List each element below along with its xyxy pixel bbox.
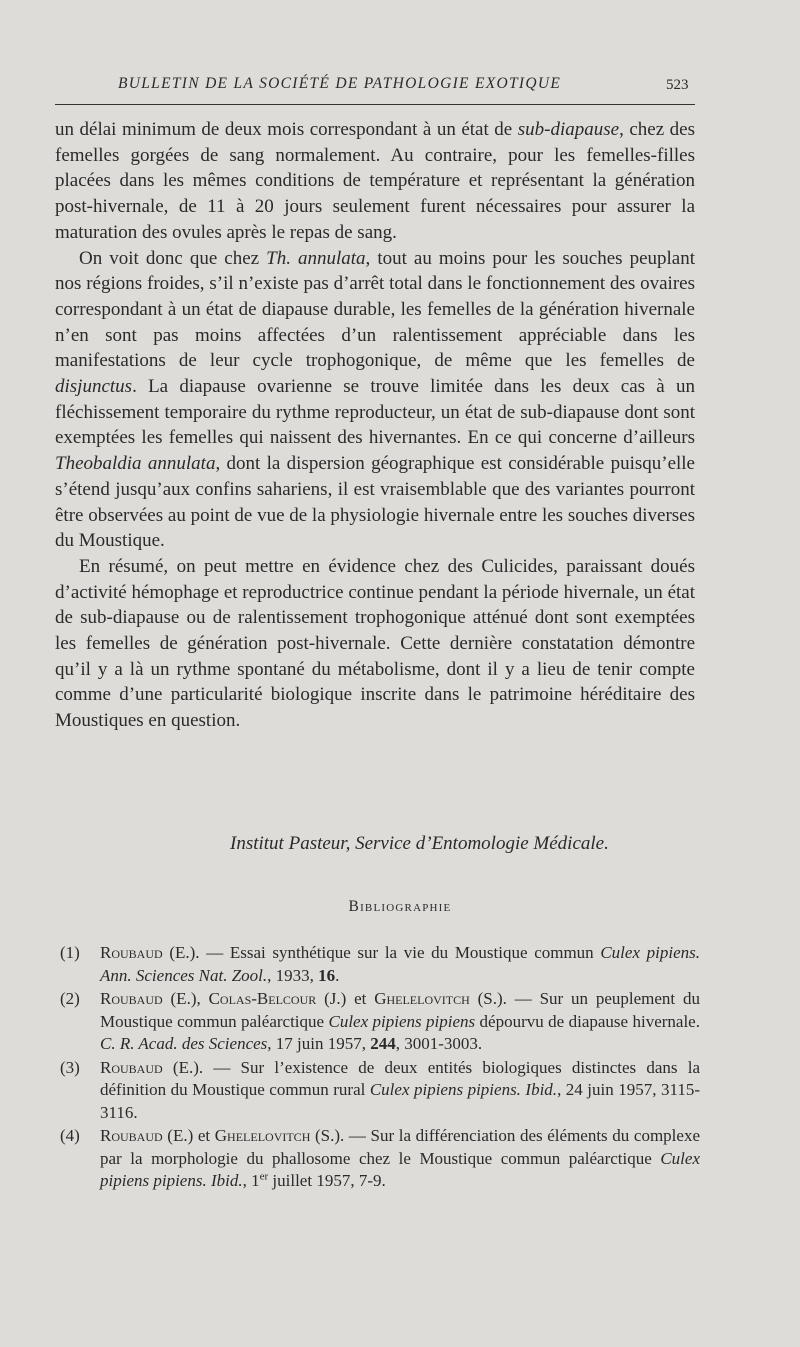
text-run: , 1 <box>242 1171 260 1190</box>
text-run: . La diapause ovarienne se trouve limitée dans les deux cas à un fléchissement temporaire du rythme reproducteur, un état de sub-diapause dont sont exemptées les femelles qui naissent des hivernantes. En ce qui concerne d’ailleurs <box>55 376 695 449</box>
article-body <box>55 117 695 734</box>
text-run: Culex pipiens pipiens. Ibid. <box>369 1080 558 1099</box>
text-run: er <box>259 1170 269 1183</box>
author-name: Roubaud <box>100 989 163 1008</box>
reference-number: (2) <box>60 989 80 1008</box>
text-run: juillet 1957, 7-9. <box>268 1171 386 1190</box>
text-run: C. R. Acad. des Sciences <box>100 1034 268 1053</box>
bibliography-entry <box>60 988 700 1056</box>
text-run: Culex pipiens. Ann. Sciences Nat. Zool. <box>100 943 701 985</box>
text-run: Culex pipiens pipiens. Ibid. <box>100 1148 700 1190</box>
text-run: dépourvu de diapause hivernale. <box>475 1011 700 1031</box>
text-run: (J.) et <box>316 989 375 1008</box>
text-run: Culex pipiens pipiens <box>328 1011 476 1031</box>
paragraph <box>55 554 695 734</box>
text-run: , dont la dispersion géographique est considérable puisqu’elle s’étend jusqu’aux confins sahariens, il est vraisemblable que des variantes pourront être observées au point de vue de la physiologie hivernale entre les souches diverses du Moustique. <box>55 453 695 552</box>
author-name: Roubaud <box>100 1126 163 1145</box>
text-run: (E.) et <box>162 1126 215 1145</box>
text-run: Theobaldia annulata <box>55 453 216 475</box>
text-run: 244 <box>370 1034 396 1053</box>
author-name: Roubaud <box>100 1057 163 1077</box>
reference-number: (3) <box>60 1057 80 1077</box>
author-name: Roubaud <box>100 943 163 962</box>
text-run: (E.). — Essai synthétique sur la vie du Moustique commun <box>162 943 601 962</box>
text-run: , chez des femelles gorgées de sang normalement. Au contraire, pour les femelles-filles placées dans les mêmes conditions de température et représentant la génération post-hivernale, de 11 à 20 jours seulement furent nécessaires pour assurer la maturation des ovules après le repas de sang. <box>55 119 695 243</box>
author-name: Ghelelovitch <box>214 1126 311 1145</box>
text-run: . <box>335 965 340 985</box>
text-run: En résumé, on peut mettre en évidence chez des Culicides, paraissant doués d’activité hémophage et reproductrice continue pendant la période hivernale, un état de sub-diapause ou de ralentissement trophogonique atténué dont sont exemptées les femelles de génération post-hivernale. Cette dernière constatation démontre qu’il y a là un rythme spontané du métabolisme, dont il y a lieu de tenir compte comme d’une particularité biologique inscrite dans le patrimoine héréditaire des Moustiques en question. <box>55 555 695 732</box>
author-name: Colas-Belcour <box>208 989 317 1008</box>
text-run: disjunctus <box>55 376 133 398</box>
reference-number: (4) <box>60 1126 80 1145</box>
text-run: , 24 juin 1957, 3115-3116. <box>100 1080 700 1122</box>
text-run: (E.), <box>162 989 209 1008</box>
text-run: , 3001-3003. <box>395 1034 483 1053</box>
text-run: (S.). — Sur un peuplement du Moustique commun paléarctique <box>100 989 700 1031</box>
author-name: Ghelelovitch <box>374 989 470 1008</box>
bibliography-title: Bibliographie <box>348 898 452 915</box>
institution-signature: Institut Pasteur, Service d’Entomologie Médicale. <box>230 833 609 854</box>
running-head: BULLETIN DE LA SOCIÉTÉ DE PATHOLOGIE EXOTIQUE <box>118 75 562 92</box>
bibliography-entry <box>60 1057 700 1125</box>
text-run: 16 <box>318 965 336 985</box>
text-run: un délai minimum de deux mois correspondant à un état de <box>55 119 518 140</box>
text-run: , 17 juin 1957, <box>267 1034 371 1053</box>
text-run: (E.). — Sur l’existence de deux entités biologiques distinctes dans la définition du Moustique commun rural <box>100 1057 700 1099</box>
paragraph <box>55 246 695 554</box>
bibliography-entry <box>60 942 700 987</box>
text-run: sub-diapause <box>517 119 620 140</box>
paragraph <box>55 117 695 246</box>
reference-number: (1) <box>60 943 80 962</box>
page-number: 523 <box>666 77 689 93</box>
header-rule <box>55 104 695 105</box>
bibliography-list <box>60 942 700 1194</box>
text-run: Th. annulata <box>266 247 366 269</box>
text-run: , 1933, <box>267 965 319 985</box>
text-run: (S.). — Sur la différenciation des éléments du complexe par la morphologie du phallosome chez le Moustique commun paléarctique <box>100 1126 700 1168</box>
text-run: On voit donc que chez <box>79 247 267 269</box>
bibliography-entry <box>60 1125 700 1193</box>
text-run: , tout au moins pour les souches peuplant nos régions froides, s’il n’existe pas d’arrêt total dans le fonctionnement des ovaires correspondant à un état de diapause durable, les femelles de la génération hivernale n’en sont pas moins affectées d’un ralentissement appréciable dans les manifestations de leur cycle trophogonique, de même que les femelles de <box>55 247 695 372</box>
